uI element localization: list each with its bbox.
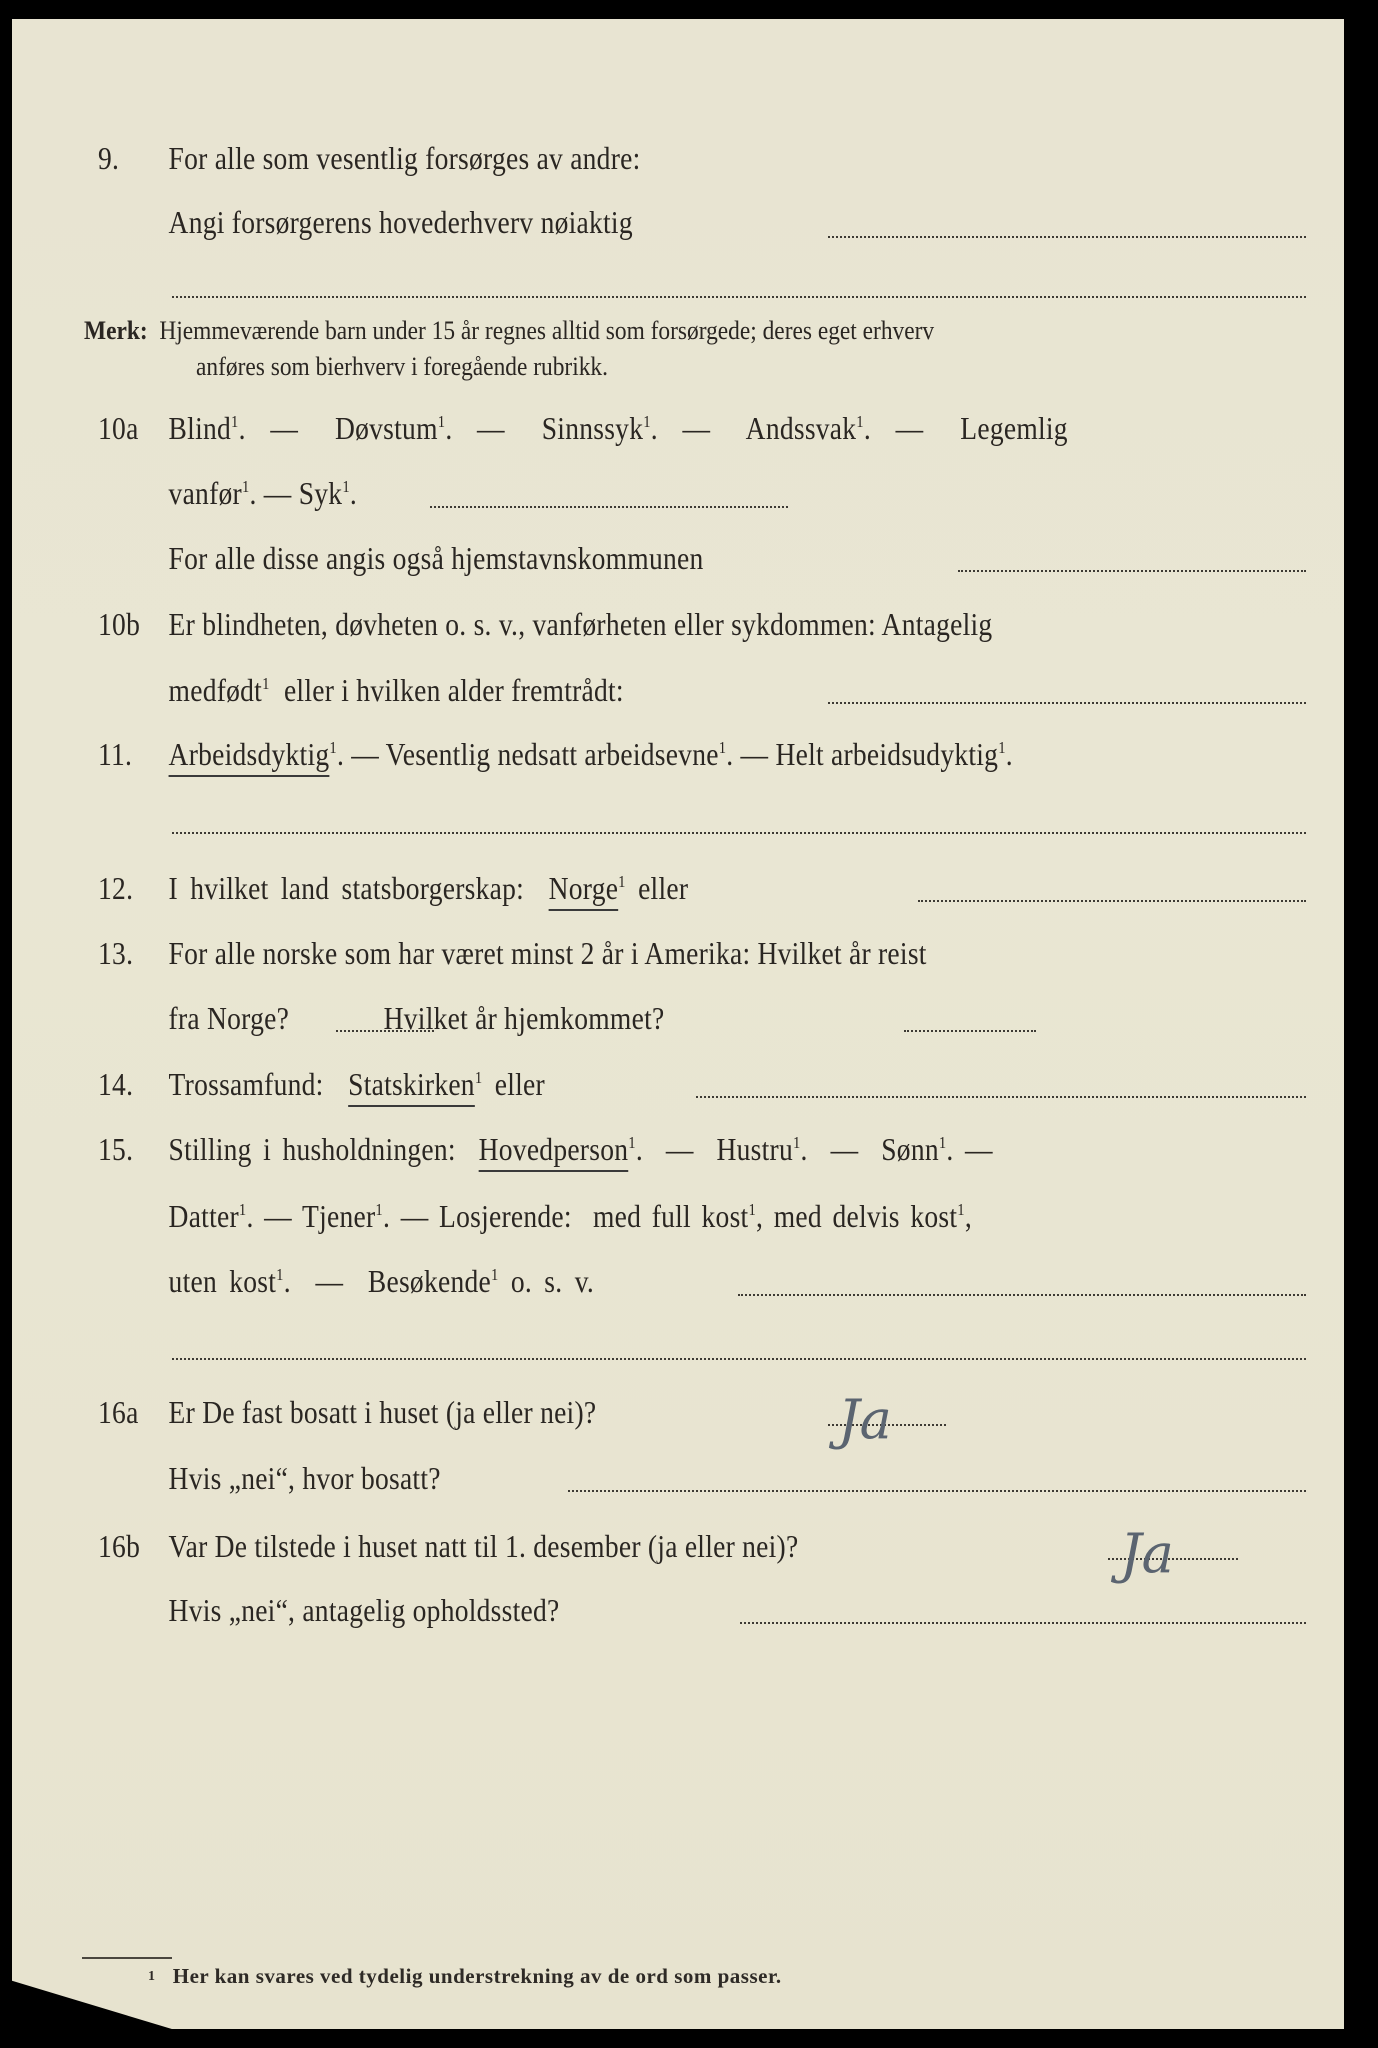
question-text: Er blindheten, døvheten o. s. v., vanførheten eller sykdommen: Antagelig — [168, 606, 993, 642]
question-number: 16a — [98, 1394, 139, 1430]
footnote-text: Her kan svares ved tydelig understrekning av de ord som passer. — [172, 1964, 782, 1988]
question-number: 10b — [98, 606, 141, 642]
note-label: Merk: — [84, 316, 148, 345]
question-16b — [0, 1528, 1185, 1572]
answer-field-hjemkommet[interactable] — [904, 1030, 1036, 1032]
question-text: For alle norske som har været minst 2 år i Amerika: Hvilket år reist — [168, 935, 927, 971]
question-number: 12. — [98, 870, 134, 906]
question-16a — [0, 1394, 1185, 1438]
answer-field-10a[interactable] — [430, 506, 788, 508]
question-10a-line2: vanfør$^1$. — Syk$^1$. — [168, 475, 358, 511]
question-text: Er De fast bosatt i huset (ja eller nei)? — [168, 1394, 597, 1430]
option-legemlig[interactable]: Legemlig — [960, 410, 1068, 446]
perforated-edge — [1338, 19, 1352, 2029]
option-statskirken[interactable]: Statskirken — [348, 1066, 475, 1102]
option-norge[interactable]: Norge — [548, 870, 619, 906]
option-syk[interactable]: Syk — [298, 475, 343, 511]
footnote-rule — [82, 1957, 172, 1959]
option-sonn[interactable]: Sønn — [881, 1131, 939, 1167]
option-hovedperson[interactable]: Hovedperson — [478, 1131, 629, 1167]
question-number: 16b — [98, 1528, 141, 1564]
note-line1 — [84, 316, 934, 346]
question-text: Hvis „nei“, hvor bosatt? — [168, 1460, 441, 1496]
option-tjener[interactable]: Tjener — [302, 1198, 376, 1234]
option-medfodt[interactable]: medfødt — [168, 672, 263, 708]
option-udyktig[interactable]: Helt arbeidsudyktig — [775, 736, 999, 772]
option-datter[interactable]: Datter — [168, 1198, 239, 1234]
answer-field-15-cont[interactable] — [172, 1358, 1306, 1360]
option-dovstum[interactable]: Døvstum — [335, 410, 438, 446]
option-delvis-kost[interactable]: med delvis kost — [773, 1198, 958, 1234]
question-12: 12. I hvilket land statsborgerskap: Norge$^1$ eller — [98, 870, 689, 906]
question-15-line3: uten kost$^1$. — Besøkende$^1$ o. s. v. — [168, 1263, 595, 1299]
handwritten-answer-16a: Ja — [838, 1388, 892, 1451]
answer-field-15[interactable] — [738, 1294, 1306, 1296]
note-line2 — [196, 352, 608, 382]
note-text: Hjemmeværende barn under 15 år regnes alltid som forsørgede; deres eget erhverv — [159, 316, 935, 345]
question-16a-line2 — [0, 1460, 1185, 1504]
question-10b — [0, 606, 1185, 650]
question-10a: 10a Blind$^1$. — Døvstum$^1$. — Sinnssyk$^1$. — Andssvak$^1$. — Legemlig — [98, 410, 1068, 446]
answer-field-14[interactable] — [696, 1096, 1306, 1098]
answer-field-9-cont[interactable] — [172, 296, 1306, 298]
footnote-marker: 1 — [148, 1969, 156, 1984]
question-10a-line3 — [0, 540, 1185, 584]
question-number: 9. — [98, 140, 120, 176]
note-text: anføres som bierhverv i foregående rubrikk. — [196, 352, 608, 381]
answer-field-12[interactable] — [918, 900, 1306, 902]
answer-field-16a-bosatt[interactable] — [568, 1490, 1306, 1492]
question-number: 10a — [98, 410, 139, 446]
question-text: For alle disse angis også hjemstavnskommunen — [168, 540, 704, 576]
question-text: Angi forsørgerens hovederhverv nøiaktig — [168, 204, 633, 240]
option-nedsatt[interactable]: Vesentlig nedsatt arbeidsevne — [385, 736, 719, 772]
option-uten-kost[interactable]: uten kost — [168, 1263, 277, 1299]
question-9 — [0, 140, 1185, 184]
question-10b-line2: medfødt$^1$ eller i hvilken alder fremtrådt: — [168, 672, 624, 708]
question-number: 13. — [98, 935, 134, 971]
question-number: 11. — [98, 736, 133, 772]
option-full-kost[interactable]: med full kost — [592, 1198, 749, 1234]
answer-field-16b-opholdssted[interactable] — [740, 1622, 1306, 1624]
option-arbeidsdyktig[interactable]: Arbeidsdyktig — [168, 736, 330, 772]
handwritten-answer-16b: Ja — [1120, 1522, 1174, 1585]
question-9-line2 — [0, 204, 1185, 248]
option-blind[interactable]: Blind — [168, 410, 232, 446]
question-13-line2: fra Norge? Hvilket år hjemkommet? — [168, 1000, 665, 1036]
question-text: Hvis „nei“, antagelig opholdssted? — [168, 1592, 560, 1628]
option-besokende[interactable]: Besøkende — [367, 1263, 491, 1299]
question-text: For alle som vesentlig forsørges av andre: — [168, 140, 641, 176]
question-number: 15. — [98, 1131, 134, 1167]
answer-field-11[interactable] — [172, 832, 1306, 834]
footnote — [148, 1964, 782, 1989]
question-text: Var De tilstede i huset natt til 1. desember (ja eller nei)? — [168, 1528, 799, 1564]
question-number: 14. — [98, 1066, 134, 1102]
option-sinnssyk[interactable]: Sinnssyk — [541, 410, 644, 446]
option-vanfor[interactable]: vanfør — [168, 475, 242, 511]
answer-field-9[interactable] — [828, 236, 1306, 238]
question-14: 14. Trossamfund: Statskirken$^1$ eller — [98, 1066, 545, 1102]
option-hustru[interactable]: Hustru — [716, 1131, 793, 1167]
question-15: 15. Stilling i husholdningen: Hovedperson$^1$. — Hustru$^1$. — Sønn$^1$. — — [98, 1131, 993, 1167]
answer-field-reist[interactable] — [336, 1030, 434, 1032]
question-13 — [0, 935, 1185, 979]
answer-field-hjemstavn[interactable] — [958, 570, 1306, 572]
question-16b-line2 — [0, 1592, 1185, 1636]
answer-field-10b[interactable] — [828, 702, 1306, 704]
question-15-line2: Datter$^1$. — Tjener$^1$. — Losjerende: med full kost$^1$, med delvis kost$^1$, — [168, 1198, 972, 1234]
question-11: 11. Arbeidsdyktig$^1$. — Vesentlig nedsatt arbeidsevne$^1$. — Helt arbeidsudyktig$^1$. — [98, 736, 1013, 772]
option-andssvak[interactable]: Andssvak — [745, 410, 857, 446]
